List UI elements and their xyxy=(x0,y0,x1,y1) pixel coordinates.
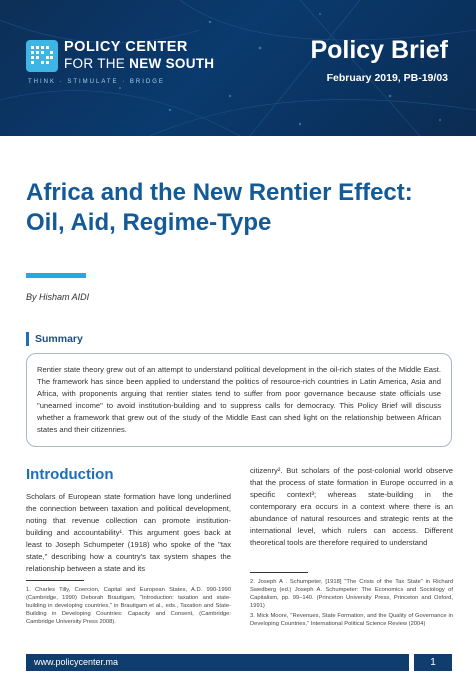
footnote-1: 1. Charles Tilly, Coercion, Capital and European States, A.D. 990-1990 (Cambridge, 1990) Deborah Brautigam, "Introduction: taxation and state-building in developing countries," in Brautigam et al., eds., Taxation and State-Building in Developing Countries: Capacity and Consent, (Cambridge: Cambridge University Press 2008). xyxy=(26,587,231,625)
footnote-divider-left xyxy=(26,580,84,581)
introduction-heading: Introduction xyxy=(26,466,114,483)
author-byline: By Hisham AIDI xyxy=(26,292,90,302)
summary-heading: Summary xyxy=(26,332,83,346)
footer-url-link[interactable]: www.policycenter.ma xyxy=(34,657,119,667)
title-accent-bar xyxy=(26,273,86,278)
logo-text-line1: POLICY CENTER xyxy=(64,39,188,55)
document-title-line2: Oil, Aid, Regime-Type xyxy=(26,209,272,236)
summary-text: Rentier state theory grew out of an attempt to understand political development in the oil-rich states of the Middle East. The framework has since been applied to understand the politics of resource-rich countries in Latin America, Asia and Africa, with proponents arguing that rentier states tend to suffer from poor governance because state officials use "unearned income" to avoid institution-building and to suppress calls for democracy. This Policy Brief will discuss whether a framework that grew out of the study of the Middle East can shed light on the relationship between African states and their citizenries. xyxy=(37,365,441,434)
footnote-divider-right xyxy=(250,572,308,573)
page-number: 1 xyxy=(414,654,452,671)
header-banner xyxy=(0,0,476,136)
document-title xyxy=(26,178,456,238)
footnote-2: 2. Joseph A . Schumpeter, [1918] "The Crisis of the Tax State" in Richard Swedberg (ed.) Joseph A. Schumpeter: The Economics and Sociology of Capitalism, pp. 99–140. (Princeton University Press, Princeton and Oxford, 1991) xyxy=(250,579,453,609)
introduction-column-2: citizenry². But scholars of the post-colonial world observe that the process of state formation in Europe occurred in a specific context³; whereas state-building in the contemporary era occurs in a context where there is an abundance of natural resources and strategic rents at the international level, which rulers can access. Different theoretical tools are therefore required to understand xyxy=(250,466,453,547)
footnote-3: 3. Mick Moore, "Revenues, State Formation, and the Quality of Governance in Developing Countries," International Political Science Review (2004) xyxy=(250,613,453,627)
footer xyxy=(0,654,476,674)
logo-mark xyxy=(26,40,58,72)
logo-line2-prefix: FOR THE xyxy=(64,56,130,71)
document-title-line1: Africa and the New Rentier Effect: xyxy=(26,179,413,206)
summary-box xyxy=(26,353,452,447)
introduction-column-1: Scholars of European state formation have long underlined the connection between taxation and political development, noting that revenue collection can promote institution-building and accountability¹. This argument goes back at least to Joseph Schumpeter (1918) who spoke of the "tax state," describing how a country's tax system shapes the relationship between a state and its xyxy=(26,492,231,573)
logo-text-line2 xyxy=(64,56,214,71)
logo-line2-bold: NEW SOUTH xyxy=(129,56,215,71)
brief-date: February 2019, PB-19/03 xyxy=(326,72,448,84)
logo-tagline: THINK · STIMULATE · BRIDGE xyxy=(28,79,165,85)
brief-title: Policy Brief xyxy=(310,36,448,64)
footer-bar xyxy=(26,654,409,671)
